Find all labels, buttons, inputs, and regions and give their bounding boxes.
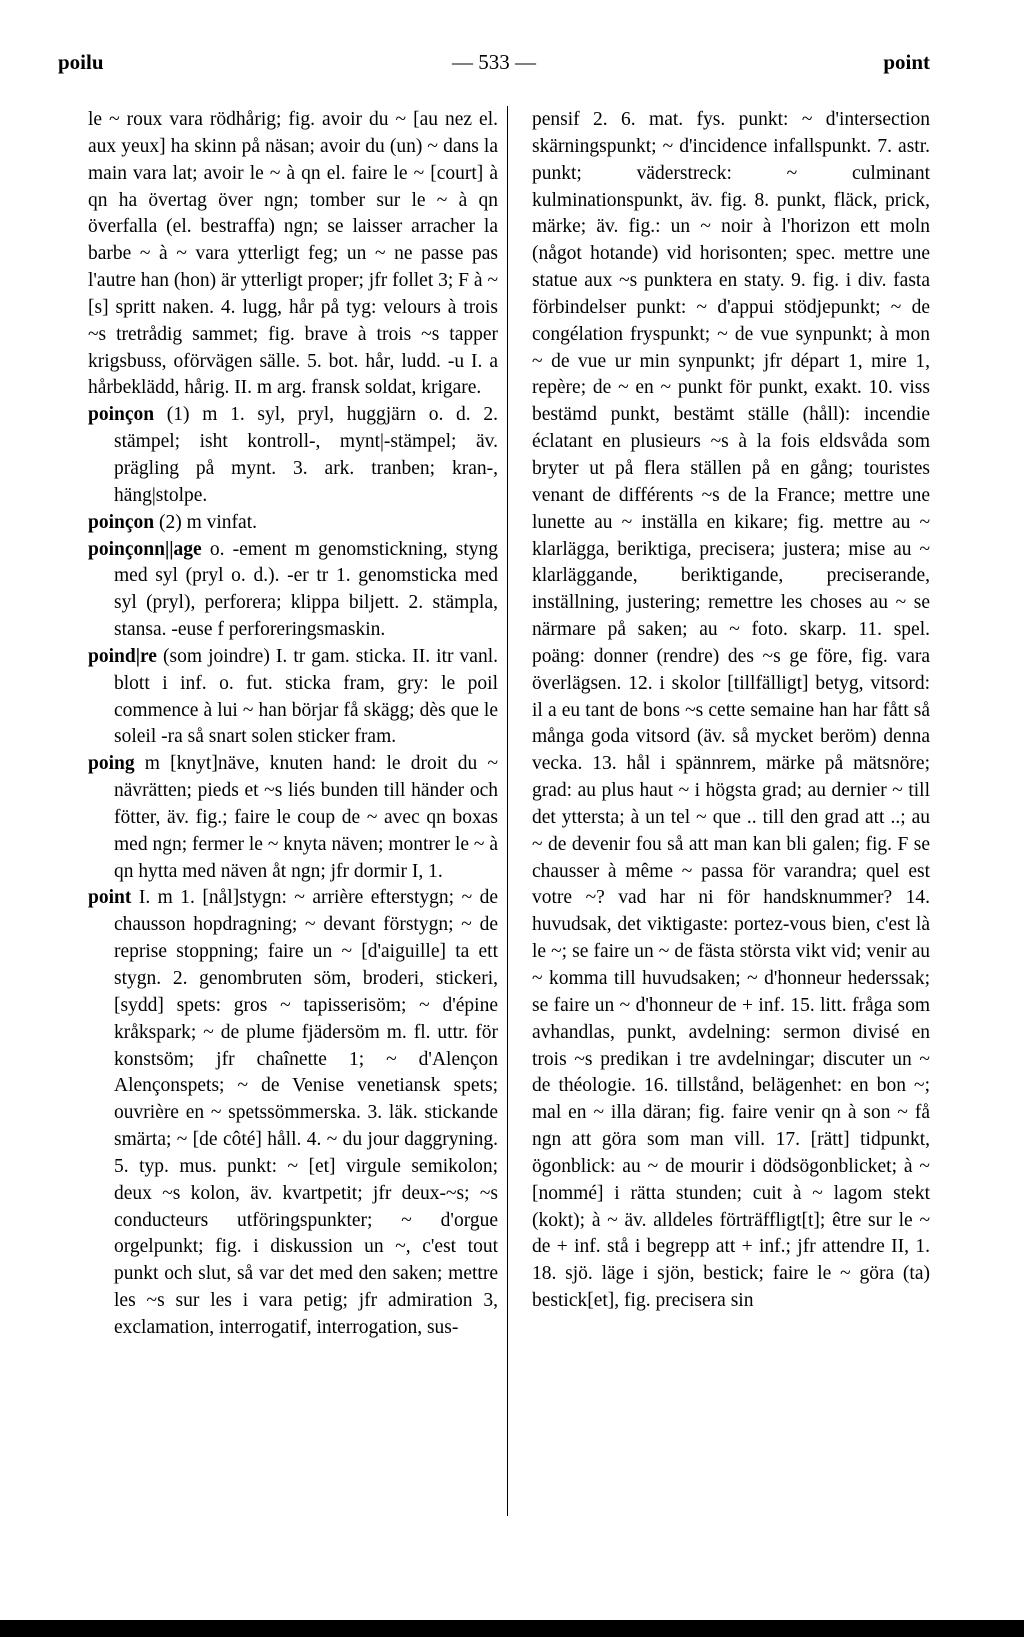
- entry-poinconnage: poinçonn||age o. -ement m genomstickning, styng med syl (pryl o. d.). -er tr 1. genomsticka med syl (pryl), perforera; klippa biljett. 2. stämpla, stansa. -euse f perforeringsmaskin.: [88, 538, 498, 641]
- entry-poindre: poind|re (som joindre) I. tr gam. sticka. II. itr vanl. blott i inf. o. fut. sticka fram, gry: le poil commence à lui ~ han börjar få skägg; dès que le soleil -ra så snart solen sticker fram.: [88, 645, 498, 748]
- entry-point: point I. m 1. [nål]stygn: ~ arrière efterstygn; ~ de chausson hopdragning; ~ devant förstygn; ~ de reprise stoppning; faire un ~ [d'aiguille] ta ett stygn. 2. genombruten söm, broderi, stickeri, [sydd] spets: gros ~ tapisserisöm; ~ d'épine kråkspark; ~ de plume fjädersöm m. fl. uttr. för konstsöm; jfr chaînette 1; ~ d'Alençon Alençonspets; ~ de Venise venetiansk spets; ouvrière en ~ spetssömmerska. 3. läk. stickande smärta; ~ [de côté] håll. 4. ~ du jour daggryning. 5. typ. mus. punkt: ~ [et] virgule semikolon; deux ~s kolon, äv. kvartpetit; jfr deux-~s; ~s conducteurs utföringspunkter; ~ d'orgue orgelpunkt; fig. i diskussion un ~, c'est tout punkt och slut, så var det med den saken; mettre les ~s sur les i vara petig; jfr admiration 3, exclamation, interrogatif, interrogation, sus-: [88, 887, 498, 1338]
- guide-word-right: point: [883, 50, 930, 74]
- entry-poing: poing m [knyt]näve, knuten hand: le droit du ~ nävrätten; pieds et ~s liés bunden till händer och fötter, äv. fig.; faire le coup de ~ avec qn boxas med ngn; fermer le ~ knyta näven; montrer le ~ à qn hytta med näven åt ngn; jfr dormir I, 1.: [88, 753, 498, 882]
- headword: poing: [88, 753, 135, 775]
- headword: poinçon: [88, 404, 155, 426]
- scan-border: [0, 1620, 1024, 1637]
- entry-poincon-1: poinçon (1) m 1. syl, pryl, huggjärn o. d. 2. stämpel; isht kontroll-, mynt|-stämpel; äv. prägling på mynt. 3. ark. tranben; kran-, häng|stolpe.: [88, 404, 498, 506]
- headword: poind|re: [88, 645, 157, 667]
- headword: point: [88, 887, 132, 909]
- headword: poinçon: [88, 511, 155, 533]
- entry-continuation: le ~ roux vara rödhårig; fig. avoir du ~ [au nez el. aux yeux] ha skinn på näsan; avoir du (un) ~ dans la main vara lat; avoir le ~ à qn el. faire le ~ [court] à qn ha övertag över ngn; tomber sur le ~ à qn överfalla (el. bestraffa) ngn; se laisser arracher la barbe ~ à ~ vara ytterligt feg; un ~ ne passe pas l'autre han (hon) är ytterligt proper; jfr follet 3; F à ~[s] spritt naken. 4. lugg, hår på tyg: velours à trois ~s tretrådig sammet; fig. brave à trois ~s tapper krigsbuss, oförvägen sälle. 5. bot. hår, ludd. -u I. a hårbeklädd, hårig. II. m arg. fransk soldat, krigare.: [88, 109, 498, 399]
- entry-poincon-2: poinçon (2) m vinfat.: [88, 511, 257, 533]
- guide-word-left: poilu: [58, 50, 104, 74]
- page-number: — 533 —: [452, 50, 536, 74]
- page-header: [58, 50, 930, 80]
- left-column: [88, 107, 498, 1342]
- right-column: [532, 107, 930, 1315]
- column-divider: [507, 106, 508, 1516]
- headword: poinçonn||age: [88, 538, 202, 560]
- entry-point-continuation: pensif 2. 6. mat. fys. punkt: ~ d'intersection skärningspunkt; ~ d'incidence infallspunkt. 7. astr. punkt; väderstreck: ~ culminant kulminationspunkt, äv. fig. 8. punkt, fläck, prick, märke; äv. fig.: un ~ noir à l'horizon ett moln (något hotande) vid horisonten; spec. mettre une statue aux ~s punktera en staty. 9. fig. i div. fasta förbindelser punkt: ~ d'appui stödjepunkt; ~ de congélation fryspunkt; ~ de vue synpunkt; à mon ~ de vue ur min synpunkt; jfr départ 1, mire 1, repère; de ~ en ~ punkt för punkt, exakt. 10. viss bestämd punkt, bestämt ställe (håll): incendie éclatant en plusieurs ~s à la fois eldsvåda som bryter ut på flera ställen på en gång; touristes venant de différents ~s de la France; mettre une lunette au ~ inställa en kikare; fig. mettre au ~ klarlägga, beriktiga, precisera; justera; mise au ~ klarläggande, beriktigande, preciserande, inställning, justering; remettre les choses au ~ se närmare på saken; au ~ foto. skarp. 11. spel. poäng: donner (rendre) des ~s ge före, fig. vara överlägsen. 12. i skolor [tillfälligt] betyg, vitsord: il a eu tant de bons ~s cette semaine han har fått så många goda vitsord (äv. så mycket beröm) denna vecka. 13. hål i spännrem, märke på mätsnöre; grad: au plus haut ~ i högsta grad; au dernier ~ till det yttersta; à un tel ~ que .. till den grad att ..; au ~ de devenir fou så att man kan bli galen; fig. F se chausser à même ~ passa för varandra; quel est votre ~? vad har ni för handsknummer? 14. huvudsak, det viktigaste: portez-vous bien, c'est là le ~; se faire un ~ de fästa största vikt vid; venir au ~ komma till huvudsaken; ~ d'honneur hederssak; se faire un ~ d'honneur de + inf. 15. litt. fråga som avhandlas, punkt, avdelning: sermon divisé en trois ~s predikan i tre avdelningar; discuter un ~ de théologie. 16. tillstånd, belägenhet: en bon ~; mal en ~ illa däran; fig. faire venir qn à son ~ få ngn att göra som man vill. 17. [rätt] tidpunkt, ögonblick: au ~ de mourir i dödsögonblicket; à ~ [nommé] i rätta stunden; cuit à ~ lagom stekt (kokt); à ~ äv. alldeles förträffligt[t]; être sur le ~ de + inf. stå i begrepp att + inf.; jfr attendre II, 1. 18. sjö. läge i sjön, bestick; faire le ~ göra (ta) bestick[et], fig. precisera sin: [532, 109, 930, 1312]
